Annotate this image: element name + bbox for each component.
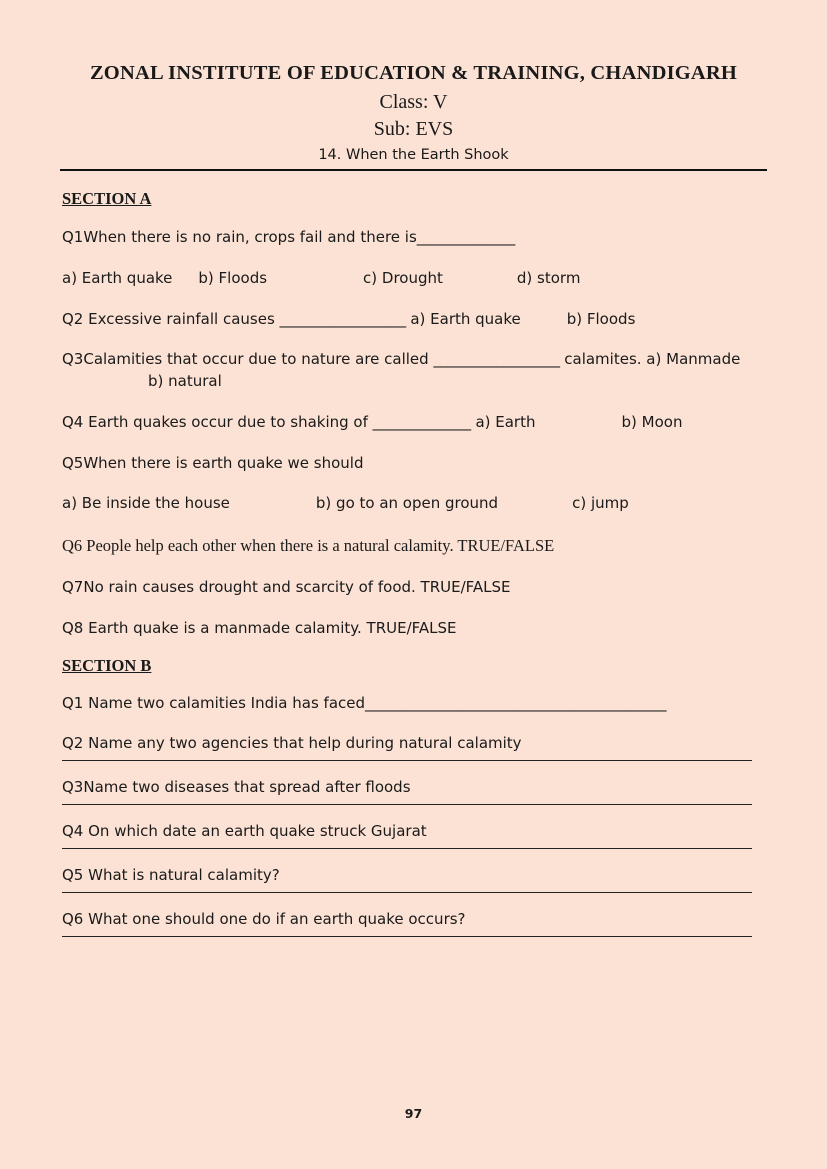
question-b1-blank: ___________________________________________ <box>365 694 667 713</box>
question-b1 <box>62 693 767 715</box>
page-number: 97 <box>404 1106 423 1121</box>
question-a5-text: Q5When there is earth quake we should <box>62 453 364 472</box>
question-a7: Q7No rain causes drought and scarcity of food. TRUE/FALSE <box>62 577 511 596</box>
option-a3-a: Manmade <box>666 350 741 369</box>
question-a1 <box>62 227 767 249</box>
question-a2 <box>62 309 767 331</box>
option-a1-c: c) Drought <box>363 268 443 287</box>
option-a2-a: a) Earth quake <box>410 309 521 328</box>
answer-line-b3 <box>62 804 752 805</box>
option-a1-d: d) storm <box>516 268 581 287</box>
option-a2-b: b) Floods <box>566 309 636 328</box>
section-a-heading: SECTION A <box>62 189 152 208</box>
question-a4-blank: ______________ <box>372 412 471 431</box>
question-b3: Q3Name two diseases that spread after floods <box>62 778 411 797</box>
question-a1-blank: ______________ <box>416 228 515 246</box>
question-a3-blank: __________________ <box>433 350 560 369</box>
question-a1-text: Q1When there is no rain, crops fail and there is <box>62 228 417 246</box>
option-a1-b: b) Floods <box>198 268 268 287</box>
question-b4: Q4 On which date an earth quake struck Gujarat <box>62 822 427 841</box>
question-a5-options <box>62 493 767 515</box>
question-b2: Q2 Name any two agencies that help during natural calamity <box>62 734 522 753</box>
question-a5 <box>62 453 767 475</box>
question-b6: Q6 What one should one do if an earth quake occurs? <box>62 910 466 929</box>
question-a3-tail: calamites. a) <box>564 350 662 369</box>
answer-line-b2 <box>62 760 752 761</box>
question-a3-text: Q3Calamities that occur due to nature are called <box>62 350 429 369</box>
option-a5-c: c) jump <box>572 494 629 513</box>
answer-line-b5 <box>62 892 752 893</box>
question-a3 <box>62 349 767 393</box>
answer-line-b4 <box>62 848 752 849</box>
option-a4-a: a) Earth <box>475 412 536 431</box>
question-a4-text: Q4 Earth quakes occur due to shaking of <box>62 412 368 431</box>
option-a3-b: b) natural <box>148 372 222 390</box>
question-b1-text: Q1 Name two calamities India has faced <box>62 694 366 713</box>
subject-label: Sub: EVS <box>373 118 454 140</box>
answer-line-b6 <box>62 936 752 937</box>
class-label: Class: V <box>379 91 448 113</box>
question-b5: Q5 What is natural calamity? <box>62 866 280 885</box>
option-a1-a: a) Earth quake <box>62 268 173 287</box>
option-a5-b: b) go to an open ground <box>315 494 499 513</box>
option-a5-a: a) Be inside the house <box>62 494 230 513</box>
question-a2-text: Q2 Excessive rainfall causes <box>62 309 275 328</box>
question-a1-options <box>62 268 767 290</box>
page-title: ZONAL INSTITUTE OF EDUCATION & TRAINING, CHANDIGARH <box>89 62 738 84</box>
option-a4-b: b) Moon <box>621 412 683 431</box>
question-a6: Q6 People help each other when there is a natural calamity. TRUE/FALSE <box>62 536 555 555</box>
header-divider <box>60 169 767 171</box>
section-b-heading: SECTION B <box>62 656 152 676</box>
question-a4 <box>62 412 767 434</box>
question-a8: Q8 Earth quake is a manmade calamity. TRUE/FALSE <box>62 618 457 637</box>
question-a2-blank: __________________ <box>279 309 406 328</box>
chapter-label: 14. When the Earth Shook <box>318 147 509 163</box>
